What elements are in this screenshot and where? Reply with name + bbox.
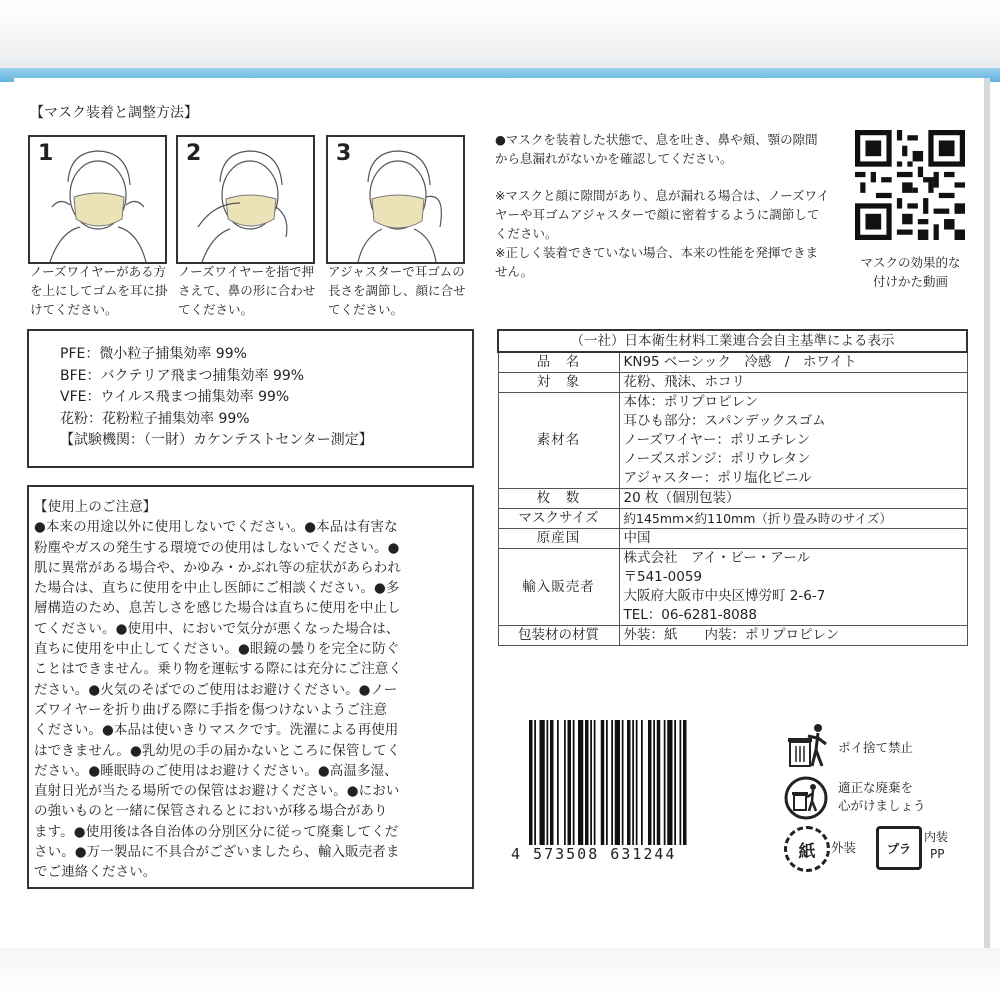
step-2-number: 2 [186, 141, 202, 166]
barcode-bar [564, 720, 566, 845]
step-3-text: アジャスターで耳ゴムの長さを調節し、顔に合せてください。 [328, 264, 466, 317]
barcode-bar [632, 720, 634, 845]
plastic-recycle-icon [876, 826, 922, 870]
fitting-notes [495, 130, 830, 281]
spec-count-value: 20 枚（個別包装） [619, 489, 967, 509]
plastic-recycle-mark: プラ [886, 841, 911, 856]
barcode-bar [594, 720, 596, 845]
caution-line: はできません。●乳幼児の手の届かないところに保管してく [34, 742, 401, 759]
spec-table [497, 329, 968, 646]
step-1-text: ノーズワイヤーがある方を上にしてゴムを耳に掛けてください。 [30, 264, 168, 317]
spec-product-label: 品 名 [498, 352, 619, 373]
barcode-bar [547, 720, 549, 845]
barcode-area [497, 712, 765, 872]
inner-label: 内装 [924, 830, 949, 844]
caution-line: ださい。●火気のそばでのご使用はお避けください。●ノー [34, 681, 398, 698]
spec-header: （一社）日本衛生材料工業連合会自主基準による表示 [498, 330, 967, 352]
barcode-bar [627, 720, 631, 845]
proper-disposal-line2: 心がけましょう [838, 798, 926, 813]
spec-size-label: マスクサイズ [498, 509, 619, 529]
barcode-bar [657, 720, 661, 845]
inner-material [924, 829, 948, 863]
barcode-bar [683, 720, 687, 845]
step-2-text: ノーズワイヤーを指で押さえて、鼻の形に合わせてください。 [178, 264, 316, 317]
step-2-illustration [176, 135, 315, 264]
caution-title: 【使用上のご注意】 [34, 499, 157, 515]
qr-caption [848, 253, 973, 291]
qr-caption-line2: 付けかた動画 [872, 274, 948, 289]
barcode-number: 4 573508 631244 [511, 845, 677, 863]
step-1-illustration [28, 135, 167, 264]
caution-text [34, 497, 470, 883]
caution-line: ズワイヤーを折り曲げる際に手指を傷つけないようご注意 [34, 701, 388, 718]
caution-line: ださい。●睡眠時のご使用はお避けください。●高温多湿、 [34, 762, 398, 779]
spec-material-line: 本体：ポリプロピレン [623, 394, 759, 410]
caution-line: ことはできません。乗り物を運転する際には充分にご注意く [34, 661, 403, 678]
barcode-bar [680, 720, 682, 845]
barcode-bar [667, 720, 672, 845]
spec-importer-line: 大阪府大阪市中央区博労町 2-6-7 [623, 588, 826, 604]
efficiency-vfe: VFE：ウイルス飛まつ捕集効率 99% [60, 389, 290, 405]
proper-disposal-label [838, 779, 926, 815]
barcode-bar [573, 720, 575, 845]
barcode-bar [578, 720, 583, 845]
barcode-bar [529, 720, 533, 845]
step-1-number: 1 [38, 141, 54, 166]
spec-importer-label: 輸入販売者 [498, 549, 619, 626]
spec-count-label: 枚 数 [498, 489, 619, 509]
barcode-bar [636, 720, 638, 845]
barcode-bar [590, 720, 592, 845]
spec-material-line: ノーズワイヤー：ポリエチレン [623, 432, 811, 448]
caution-line: ます。●使用後は各自治体の分別区分に従って廃棄してくだ [34, 823, 399, 840]
proper-disposal-line1: 適正な廃棄を [838, 780, 914, 795]
spec-product-value: KN95 ベーシック 冷感 / ホワイト [619, 352, 967, 373]
spec-origin-label: 原産国 [498, 529, 619, 549]
spec-packaging-label: 包装材の材質 [498, 626, 619, 646]
efficiency-pollen: 花粉：花粉粒子捕集効率 99% [60, 410, 250, 427]
caution-line: 肌に異常がある場合や、かゆみ・かぶれ等の症状があらわれ [34, 559, 401, 576]
barcode-bar [540, 720, 545, 845]
spec-size-value: 約145mm×約110mm（折り畳み時のサイズ） [619, 509, 967, 529]
qr-caption-line1: マスクの効果的な [860, 255, 961, 270]
barcode-bar [615, 720, 620, 845]
barcode-bar [557, 720, 559, 845]
barcode-bar [601, 720, 605, 845]
caution-line: でご連絡ください。 [34, 864, 157, 881]
caution-line: 直射日光が当たる場所での保管はお避けください。●におい [34, 783, 400, 800]
spec-material-line: ノーズスポンジ：ポリウレタン [623, 451, 811, 467]
no-litter-label: ポイ捨て禁止 [838, 740, 914, 755]
barcode-bar [585, 720, 589, 845]
spec-packaging-value: 外装：紙 内装：ポリプロピレン [619, 626, 967, 646]
fitting-note-3: ※正しく装着できていない場合、本来の性能を発揮できません。 [495, 245, 818, 279]
spec-material-line: アジャスター：ポリ塩化ビニル [623, 470, 812, 486]
barcode-bar [611, 720, 613, 845]
box-bottom-edge [0, 948, 1000, 1000]
caution-line: た場合は、直ちに使用を中止し医師にご相談ください。●多 [34, 580, 400, 597]
caution-line: ください。●本品は使いきりマスクです。洗濯による再使用 [34, 722, 399, 739]
proper-disposal-icon [783, 775, 829, 821]
no-litter-icon [786, 722, 830, 770]
inner-pp-label: PP [930, 847, 945, 861]
paper-recycle-icon [784, 826, 830, 872]
barcode-bar [534, 720, 536, 845]
step-3-illustration [326, 135, 465, 264]
spec-material-value [619, 393, 967, 489]
caution-line: てください。●使用中、においで気分が悪くなった場合は、 [34, 620, 400, 637]
caution-line: 直ちに使用を中止してください。●眼鏡の曇りを完全に防ぐ [34, 641, 400, 658]
caution-line: の強いものと一緒に保管されるとにおいが移る場合があり [34, 803, 388, 820]
barcode-bar [664, 720, 666, 845]
spec-material-label: 素材名 [498, 393, 619, 489]
barcode-bar [653, 720, 655, 845]
instructions-title: 【マスク装着と調整方法】 [30, 105, 198, 121]
spec-target-value: 花粉、飛沫、ホコリ [619, 373, 967, 393]
spec-material-line: 耳ひも部分：スパンデックスゴム [623, 413, 826, 429]
caution-line: 粉塵やガスの発生する環境での使用はしないでください。● [34, 539, 400, 556]
spec-origin-value: 中国 [619, 529, 967, 549]
caution-line: ●本来の用途以外に使用しないでください。●本品は有害な [34, 519, 398, 536]
efficiency-tester: 【試験機関：（一財）カケンテストセンター測定】 [60, 432, 373, 448]
caution-line: 層構造のため、息苦しさを感じた場合は直ちに使用を中止し [34, 600, 401, 617]
barcode-bar [568, 720, 572, 845]
paper-recycle-mark: 紙 [798, 841, 816, 862]
box-top-edge [0, 0, 1000, 70]
barcode-bar [641, 720, 643, 845]
efficiency-bfe: BFE：バクテリア飛まつ捕集効率 99% [60, 367, 305, 384]
spec-importer-line: 株式会社 アイ・ビー・アール [623, 550, 811, 566]
fitting-note-2: ※マスクと顔に隙間があり、息が漏れる場合は、ノーズワイヤーや耳ゴムアジャスターで顔に密着するように調節してください。 [495, 188, 830, 241]
efficiency-list [60, 344, 373, 452]
barcode-bar [648, 720, 652, 845]
spec-importer-line: 〒541-0059 [623, 569, 702, 585]
barcode-bar [674, 720, 676, 845]
step-3-number: 3 [336, 141, 352, 166]
barcode-bar [622, 720, 624, 845]
barcode-icon [529, 720, 739, 845]
barcode-bar [550, 720, 554, 845]
barcode-bar [606, 720, 608, 845]
qr-code-icon [855, 130, 965, 240]
fitting-note-1: ●マスクを装着した状態で、息を吐き、鼻や頬、顎の隙間から息漏れがないかを確認してください。 [495, 132, 818, 166]
spec-importer-line: TEL：06-6281-8088 [623, 607, 757, 623]
caution-line: さい。●万一製品に不具合がございましたら、輸入販売者ま [34, 844, 400, 861]
outer-label: 外装 [831, 840, 857, 855]
spec-target-label: 対 象 [498, 373, 619, 393]
spec-importer-value [619, 549, 967, 626]
efficiency-pfe: PFE：微小粒子捕集効率 99% [60, 346, 247, 362]
